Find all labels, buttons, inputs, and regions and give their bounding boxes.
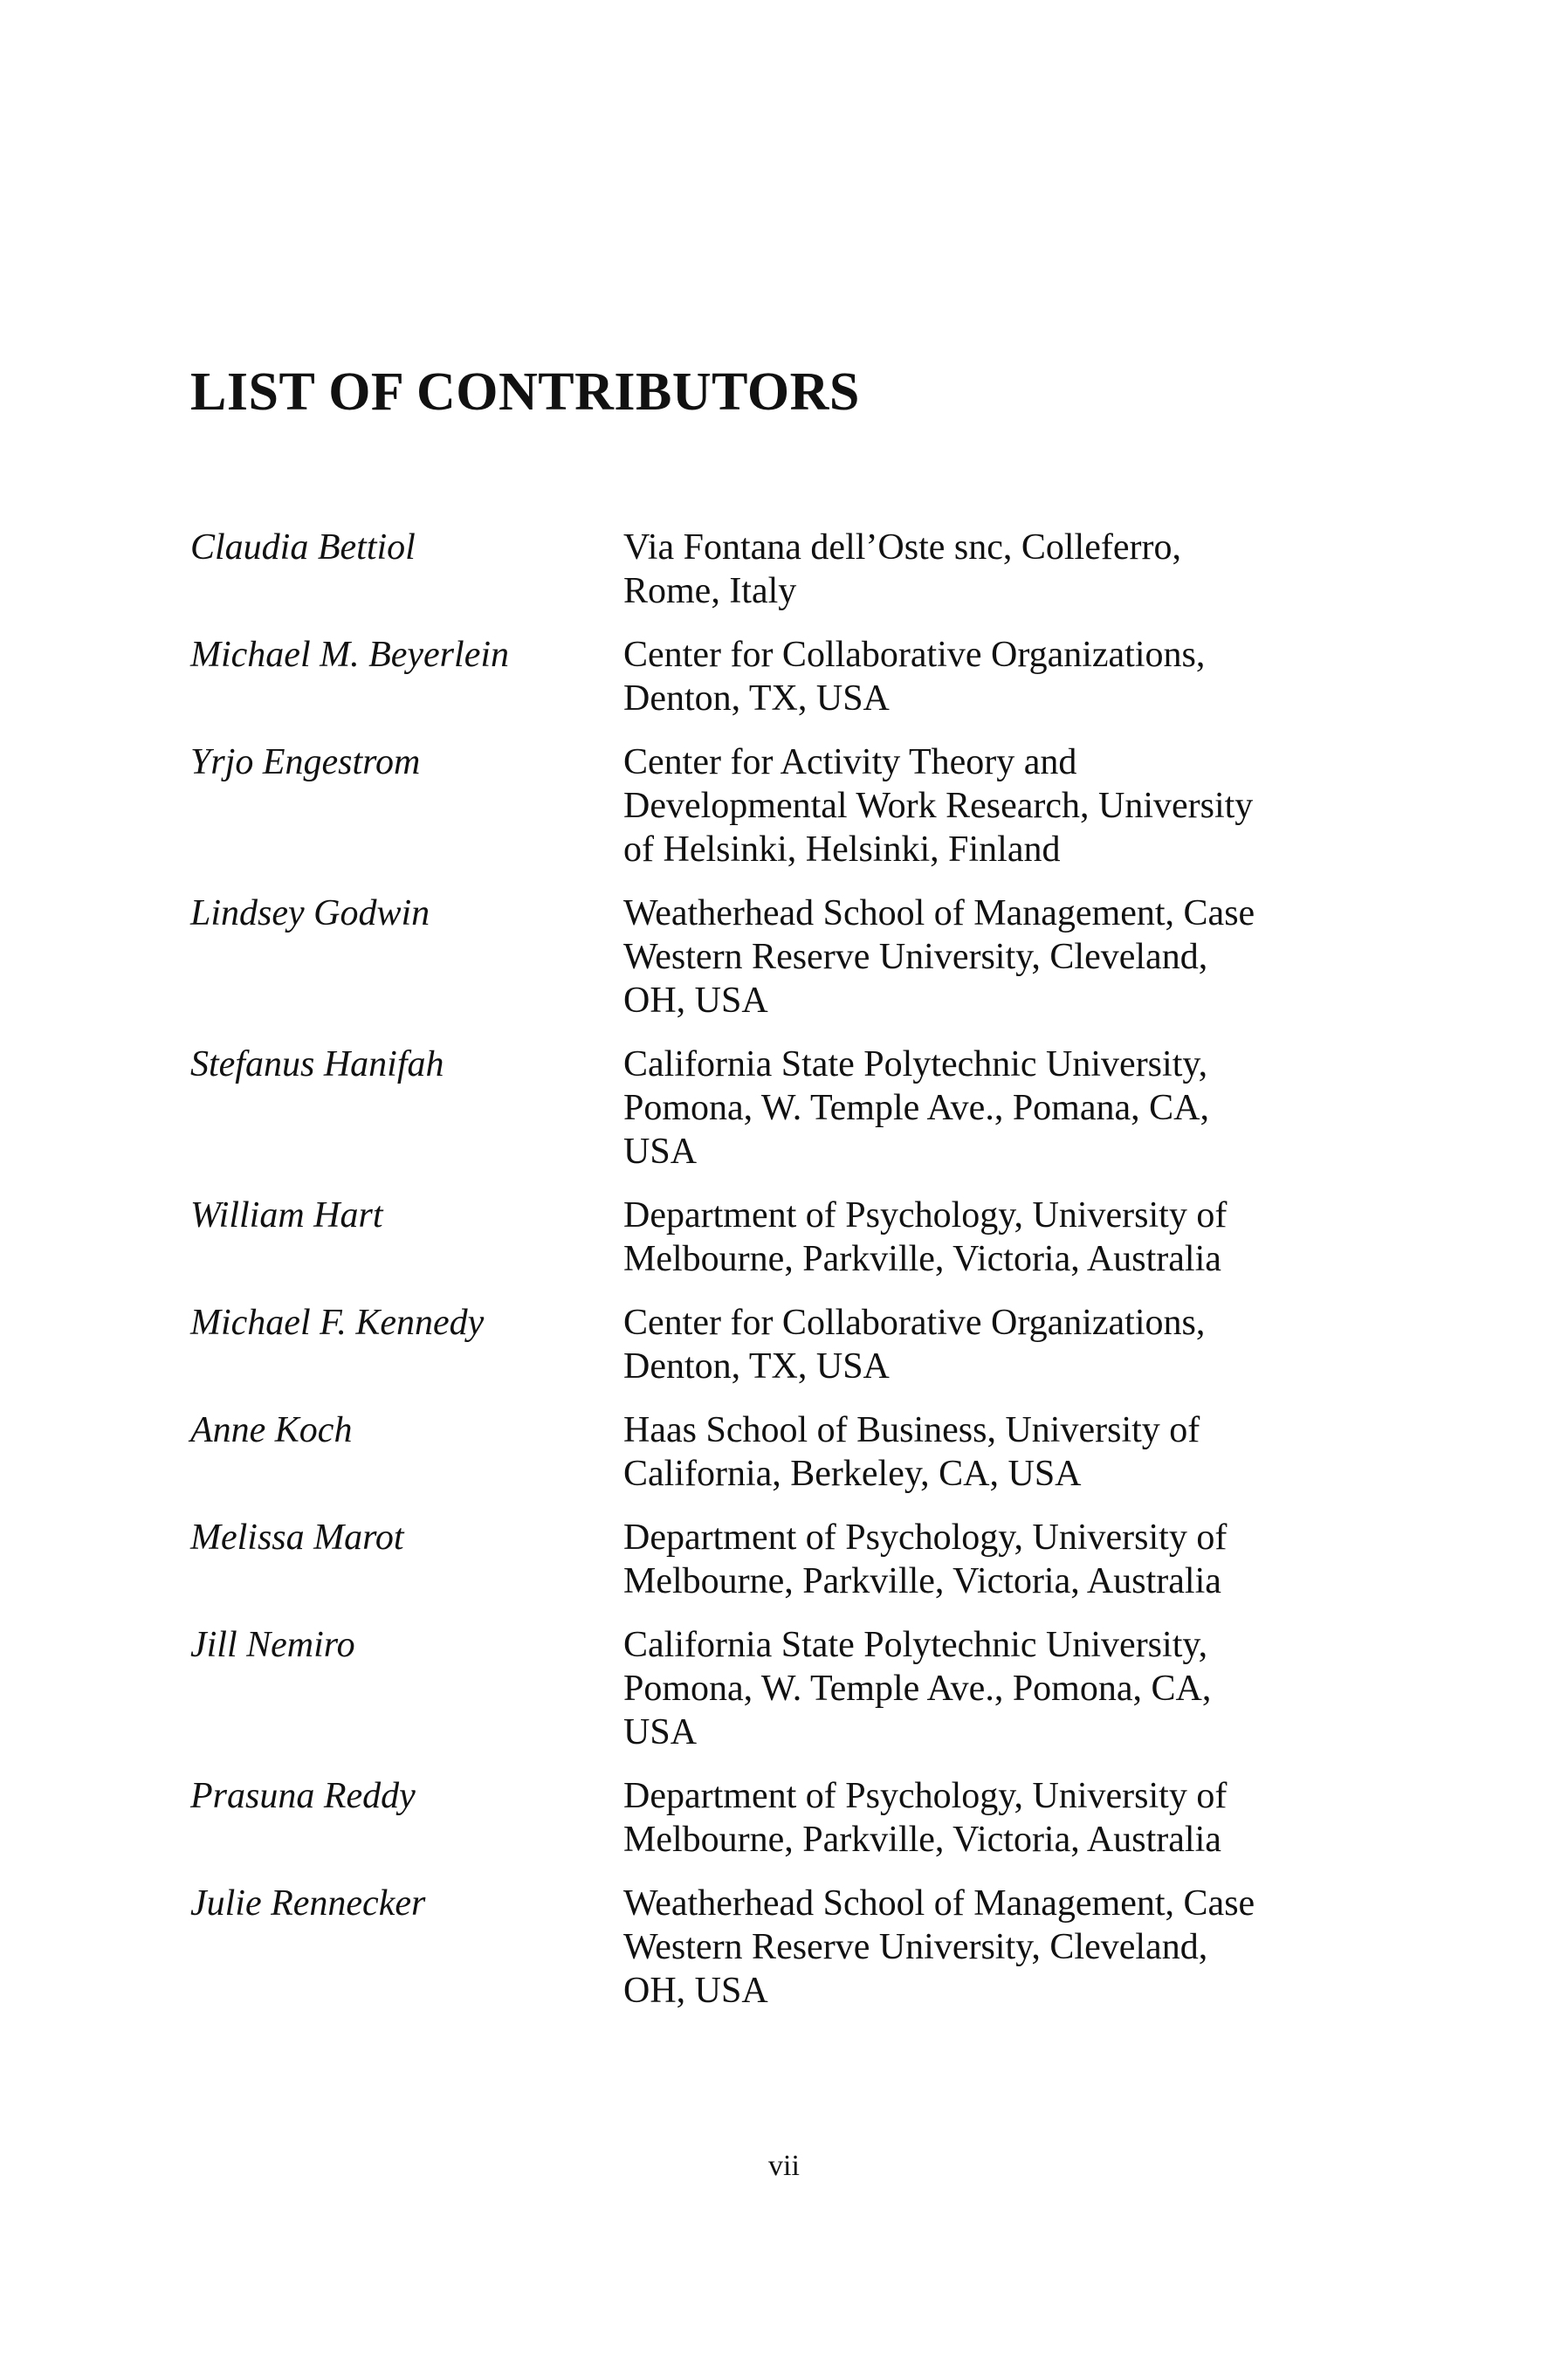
- contributor-name: Prasuna Reddy: [190, 1776, 416, 1816]
- contributor-affiliation: Department of Psychology, University of Melbourne, Parkville, Victoria, Australia: [623, 1195, 1228, 1279]
- contributor-name: Anne Koch: [190, 1410, 353, 1450]
- contributor-name: Jill Nemiro: [190, 1625, 355, 1665]
- contributor-name: Stefanus Hanifah: [190, 1044, 444, 1084]
- contributor-name: Michael M. Beyerlein: [190, 635, 509, 675]
- contributor-entry: [190, 1408, 1378, 1496]
- contributor-entry: [190, 1516, 1378, 1603]
- contributor-entry: [190, 1774, 1378, 1862]
- contributor-name: Melissa Marot: [190, 1518, 404, 1558]
- contributor-entry: [190, 1623, 1378, 1754]
- page-title: LIST OF CONTRIBUTORS: [190, 362, 860, 422]
- contributor-affiliation: Center for Collaborative Organizations, Denton, TX, USA: [623, 1303, 1206, 1387]
- page-number: vii: [768, 2150, 800, 2182]
- contributor-entry: [190, 1882, 1378, 2013]
- contributor-affiliation: California State Polytechnic University, Pomona, W. Temple Ave., Pomana, CA, USA: [623, 1044, 1209, 1172]
- contributor-affiliation: Center for Collaborative Organizations, Denton, TX, USA: [623, 635, 1206, 719]
- contributor-entry: [190, 1301, 1378, 1388]
- contributor-affiliation: Haas School of Business, University of California, Berkeley, CA, USA: [623, 1410, 1200, 1494]
- contributor-affiliation: Department of Psychology, University of Melbourne, Parkville, Victoria, Australia: [623, 1518, 1228, 1601]
- contributor-affiliation: Department of Psychology, University of Melbourne, Parkville, Victoria, Australia: [623, 1776, 1228, 1860]
- contributor-name: Michael F. Kennedy: [190, 1303, 485, 1343]
- contributor-entry: [190, 1043, 1378, 1174]
- contributor-name: Julie Rennecker: [190, 1883, 426, 1924]
- contributor-affiliation: Weatherhead School of Management, Case Western Reserve University, Cleveland, OH, USA: [623, 1883, 1255, 2011]
- contributor-list: [190, 526, 1378, 2033]
- contributor-affiliation: Weatherhead School of Management, Case Western Reserve University, Cleveland, OH, USA: [623, 893, 1255, 1021]
- contributor-name: William Hart: [190, 1195, 383, 1236]
- contributor-entry: [190, 633, 1378, 720]
- contributor-entry: [190, 740, 1378, 871]
- contributor-affiliation: Via Fontana dell’Oste snc, Colleferro, Rome, Italy: [623, 527, 1181, 611]
- contributor-name: Claudia Bettiol: [190, 527, 416, 568]
- contributor-affiliation: Center for Activity Theory and Developmental Work Research, University of Helsinki, Helsinki, Finland: [623, 742, 1254, 870]
- contributor-name: Yrjo Engestrom: [190, 742, 421, 782]
- contributor-entry: [190, 1194, 1378, 1281]
- contributor-entry: [190, 526, 1378, 613]
- contributor-name: Lindsey Godwin: [190, 893, 430, 933]
- contributor-entry: [190, 891, 1378, 1022]
- contributor-affiliation: California State Polytechnic University, Pomona, W. Temple Ave., Pomona, CA, USA: [623, 1625, 1212, 1752]
